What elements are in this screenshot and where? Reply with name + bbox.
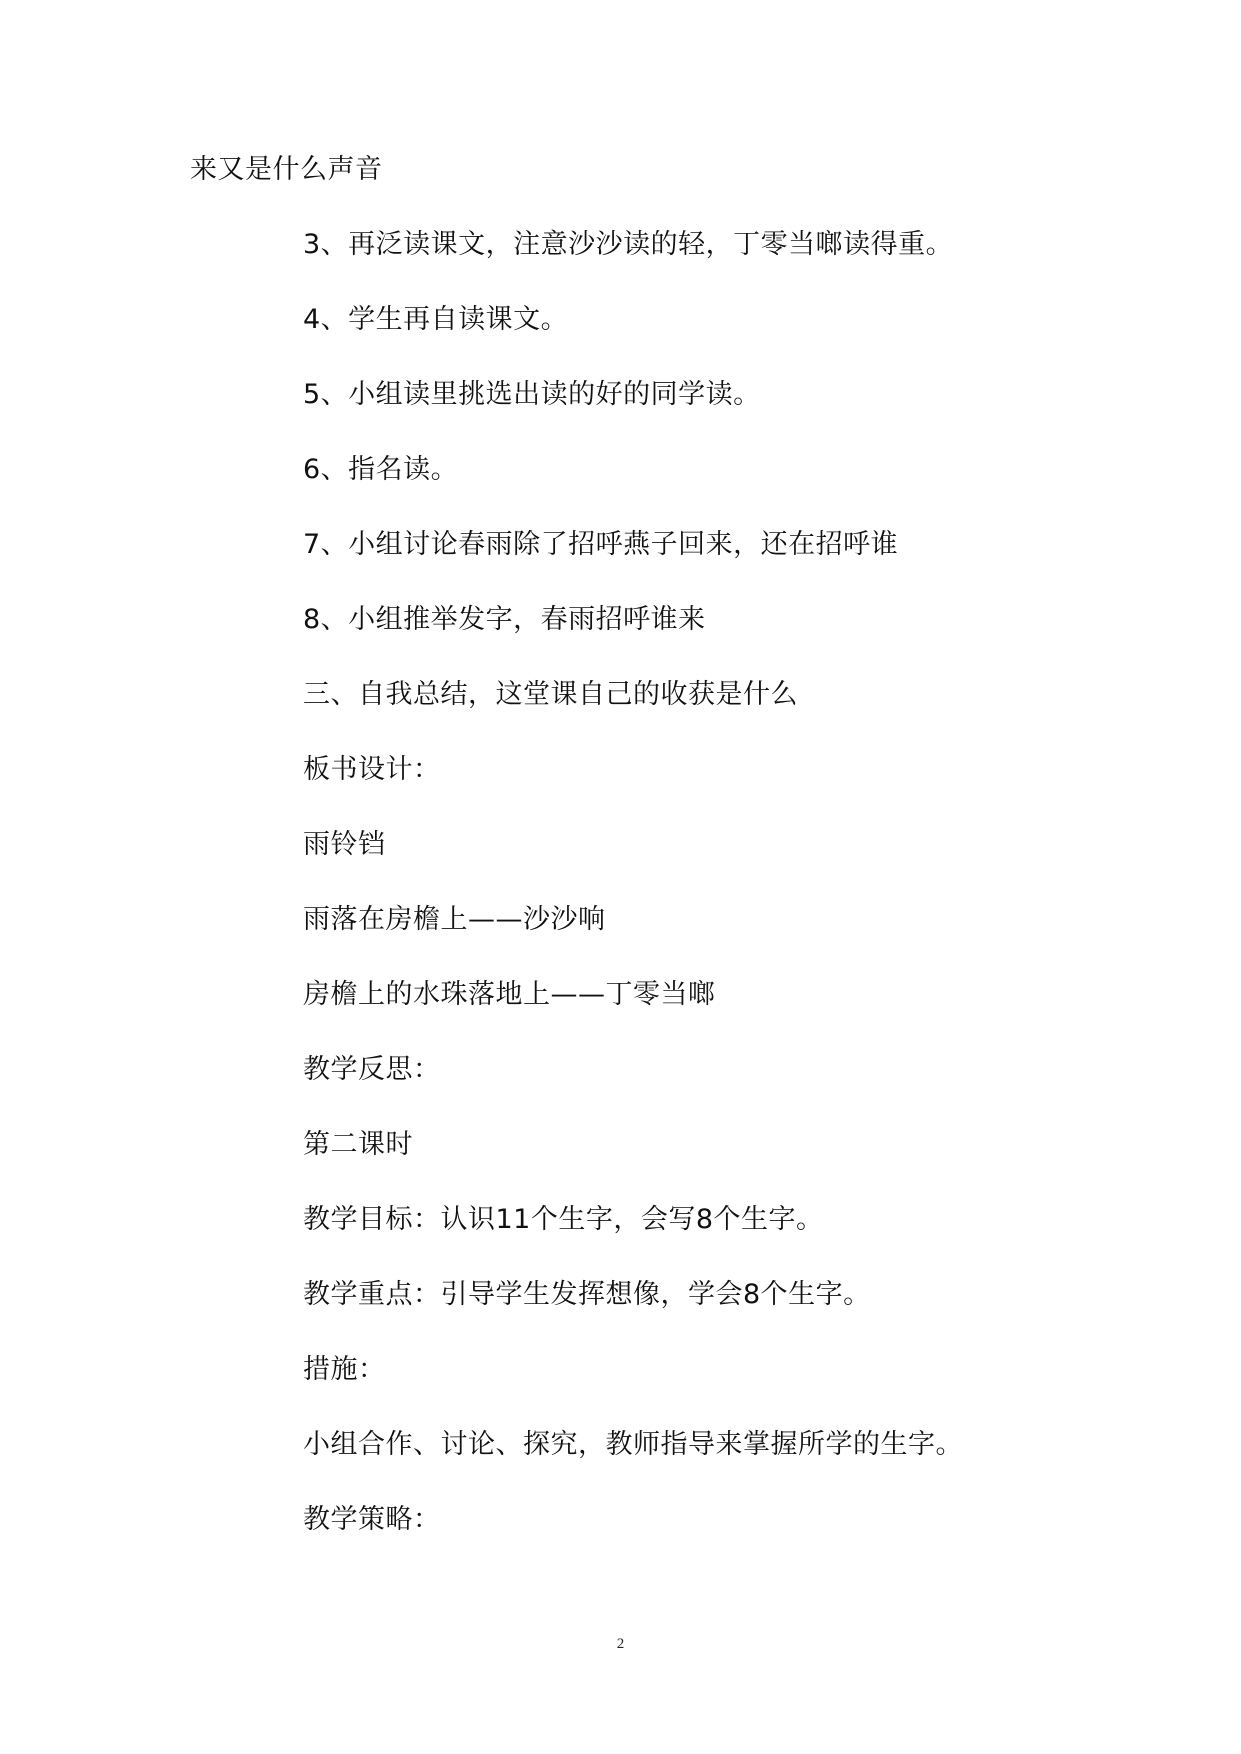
text-line-step-5: 5、小组读里挑选出读的好的同学读。	[303, 379, 761, 410]
label-teaching-strategy: 教学策略：	[303, 1504, 441, 1535]
text-line-step-3: 3、再泛读课文，注意沙沙读的轻，丁零当啷读得重。	[303, 229, 954, 260]
section-heading-summary: 三、自我总结，这堂课自己的收获是什么	[303, 679, 798, 710]
board-title: 雨铃铛	[303, 829, 386, 860]
teaching-goals: 教学目标：认识11个生字，会写8个生字。	[303, 1204, 824, 1235]
page-number: 2	[616, 1636, 625, 1652]
label-board-design: 板书设计：	[303, 754, 441, 785]
heading-second-lesson: 第二课时	[303, 1129, 413, 1160]
board-line-2: 房檐上的水珠落地上——丁零当啷	[303, 979, 716, 1010]
teaching-focus: 教学重点：引导学生发挥想像，学会8个生字。	[303, 1279, 871, 1310]
text-line-continuation: 来又是什么声音	[190, 154, 383, 185]
text-line-step-6: 6、指名读。	[303, 454, 459, 485]
text-line-step-8: 8、小组推举发字，春雨招呼谁来	[303, 604, 706, 635]
text-line-step-7: 7、小组讨论春雨除了招呼燕子回来，还在招呼谁	[303, 529, 899, 560]
text-line-step-4: 4、学生再自读课文。	[303, 304, 569, 335]
board-line-1: 雨落在房檐上——沙沙响	[303, 904, 606, 935]
label-teaching-reflection: 教学反思：	[303, 1054, 441, 1085]
label-measures: 措施：	[303, 1354, 386, 1385]
measures-text: 小组合作、讨论、探究，教师指导来掌握所学的生字。	[303, 1429, 963, 1460]
